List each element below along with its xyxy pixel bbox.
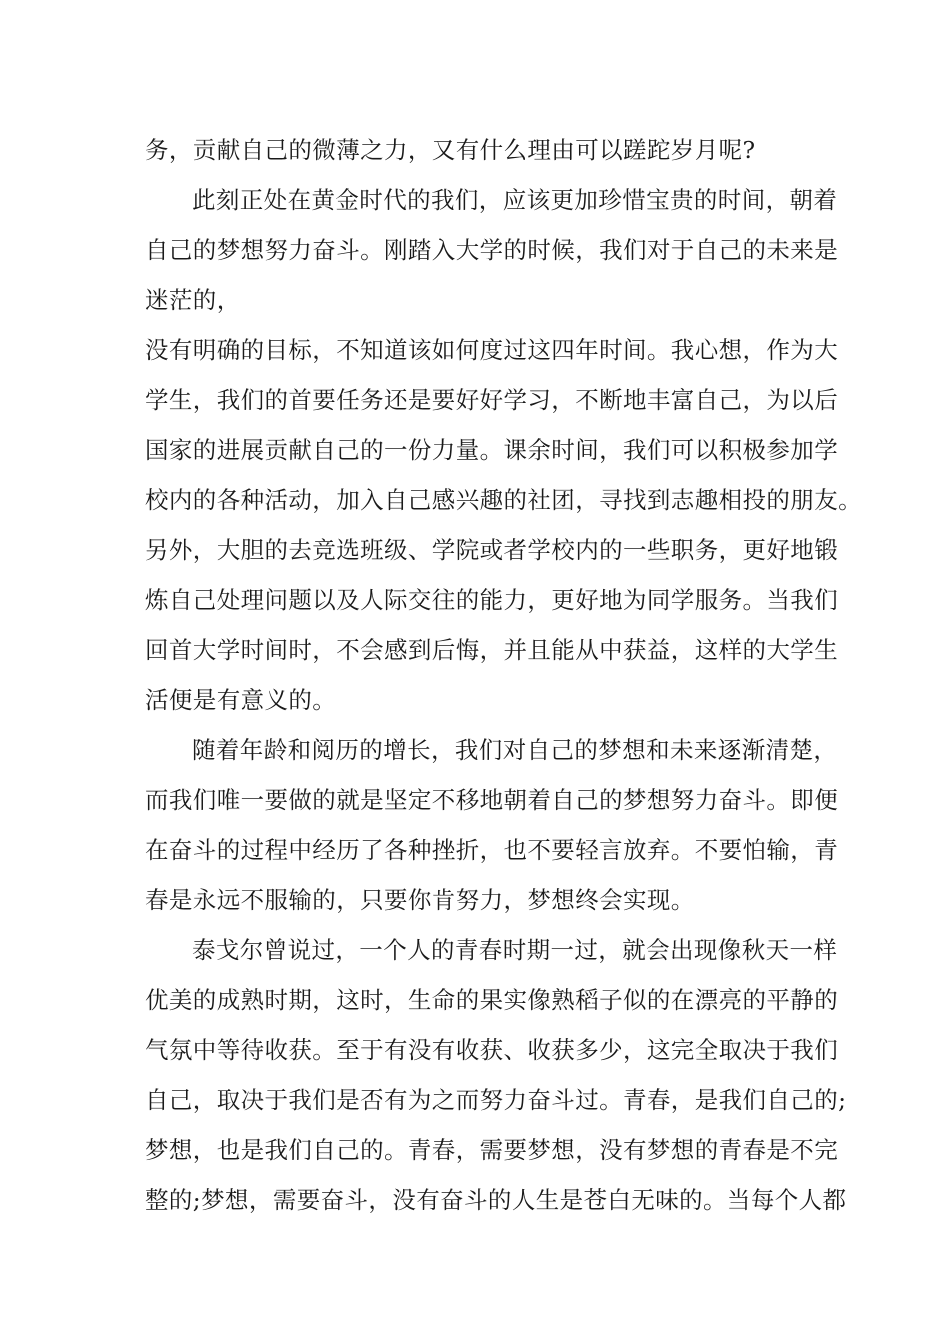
text-line: 校内的各种活动，加入自己感兴趣的社团，寻找到志趣相投的朋友。 [145, 486, 862, 514]
text-line: 回首大学时间时，不会感到后悔，并且能从中获益，这样的大学生 [145, 636, 839, 664]
text-line: 迷茫的， [145, 286, 241, 314]
text-line: 优美的成熟时期，这时，生命的果实像熟稻子似的在漂亮的平静的 [145, 986, 839, 1014]
text-line: 在奋斗的过程中经历了各种挫折，也不要轻言放弃。不要怕输，青 [145, 836, 839, 864]
text-line: 整的;梦想，需要奋斗，没有奋斗的人生是苍白无味的。当每个人都 [145, 1186, 847, 1214]
text-line: 国家的进展贡献自己的一份力量。课余时间，我们可以积极参加学 [145, 436, 839, 464]
text-line: 梦想，也是我们自己的。青春，需要梦想，没有梦想的青春是不完 [145, 1136, 839, 1164]
paragraph-start-line: 随着年龄和阅历的增长，我们对自己的梦想和未来逐渐清楚， [192, 736, 838, 764]
paragraph-start-line: 此刻正处在黄金时代的我们，应该更加珍惜宝贵的时间，朝着 [192, 186, 838, 214]
text-line: 炼自己处理问题以及人际交往的能力，更好地为同学服务。当我们 [145, 586, 839, 614]
text-line: 春是永远不服输的，只要你肯努力，梦想终会实现。 [145, 886, 695, 914]
text-line: 而我们唯一要做的就是坚定不移地朝着自己的梦想努力奋斗。即便 [145, 786, 839, 814]
text-line: 活便是有意义的。 [145, 686, 337, 714]
text-line: 自己，取决于我们是否有为之而努力奋斗过。青春，是我们自己的; [145, 1086, 847, 1114]
text-line: 没有明确的目标，不知道该如何度过这四年时间。我心想，作为大 [145, 336, 839, 364]
text-line: 气氛中等待收获。至于有没有收获、收获多少，这完全取决于我们 [145, 1036, 839, 1064]
text-line: 自己的梦想努力奋斗。刚踏入大学的时候，我们对于自己的未来是 [145, 236, 839, 264]
text-line: 务，贡献自己的微薄之力，又有什么理由可以蹉跎岁月呢? [145, 136, 756, 164]
text-line: 另外，大胆的去竞选班级、学院或者学校内的一些职务，更好地锻 [145, 536, 839, 564]
text-line: 学生，我们的首要任务还是要好好学习，不断地丰富自己，为以后 [145, 386, 839, 414]
paragraph-start-line: 泰戈尔曾说过，一个人的青春时期一过，就会出现像秋天一样 [192, 936, 838, 964]
